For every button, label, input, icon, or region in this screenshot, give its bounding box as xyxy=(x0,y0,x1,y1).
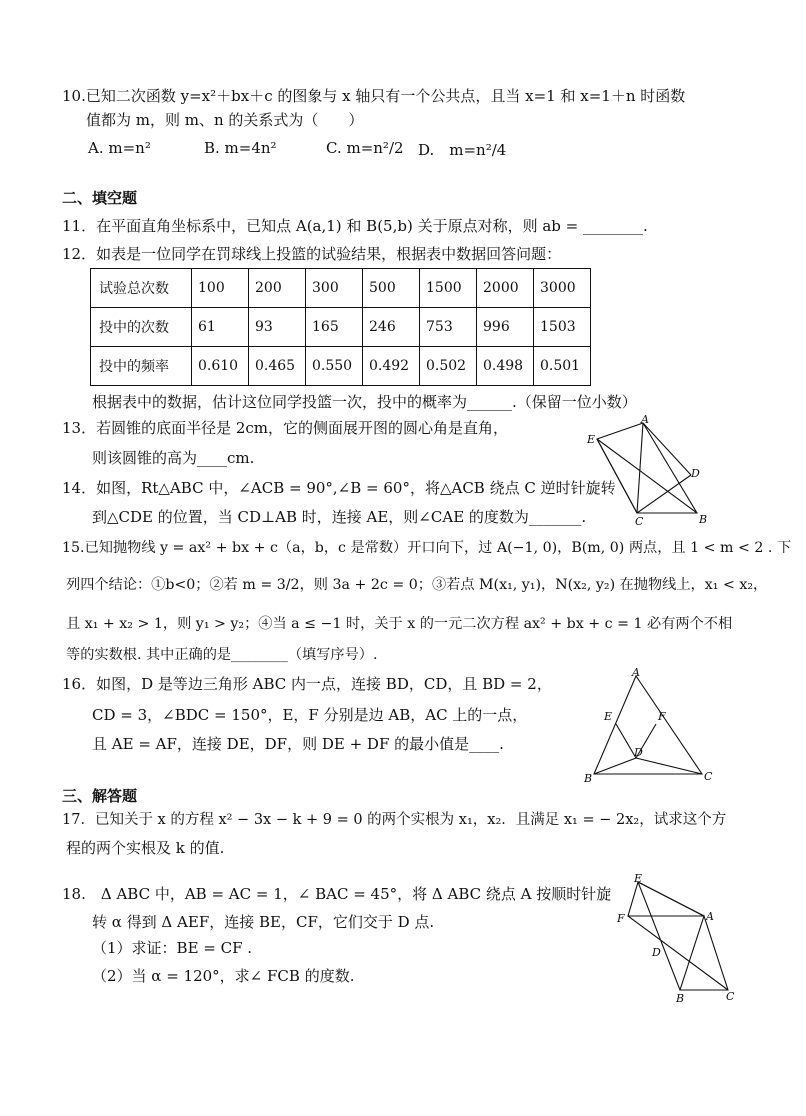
q15-line1: 15.已知抛物线 y = ax² + bx + c（a，b，c 是常数）开口向下，过 A(−1, 0)，B(m, 0) 两点，且 1 < m < 2 . 下 xyxy=(62,540,792,556)
table-cell: 61 xyxy=(192,308,249,347)
q15-line3: 且 x₁ + x₂ > 1，则 y₁ > y₂；④当 a ≤ −1 时，关于 x 的一元二次方程 ax² + bx + c = 1 必有两个不相 xyxy=(66,616,733,632)
q10-option-b: B. m=4n² xyxy=(204,139,277,157)
table-cell: 0.610 xyxy=(192,347,249,386)
table-cell: 300 xyxy=(306,269,363,308)
fig14-label-c: C xyxy=(635,515,644,528)
q16-line2: CD = 3，∠BDC = 150°，E，F 分别是边 AB，AC 上的一点， xyxy=(92,706,528,724)
q12-table xyxy=(90,268,591,386)
fig16-label-a: A xyxy=(632,666,640,679)
fig18-label-d: D xyxy=(652,946,661,959)
table-row xyxy=(91,269,591,308)
table-header-cell: 投中的次数 xyxy=(91,308,192,347)
q16-line1: 16．如图，D 是等边三角形 ABC 内一点，连接 BD，CD，且 BD = 2， xyxy=(62,675,552,693)
table-row xyxy=(91,347,591,386)
table-cell: 753 xyxy=(420,308,477,347)
table-cell: 165 xyxy=(306,308,363,347)
table-cell: 2000 xyxy=(477,269,534,308)
fig18-label-b: B xyxy=(676,992,685,1005)
table-cell: 500 xyxy=(363,269,420,308)
section-answer-heading: 三、解答题 xyxy=(62,787,138,805)
table-cell: 3000 xyxy=(534,269,591,308)
q17-line1: 17．已知关于 x 的方程 x² − 3x − k + 9 = 0 的两个实根为 x₁，x₂．且满足 x₁ = − 2x₂，试求这个方 xyxy=(62,812,727,828)
table-cell: 100 xyxy=(192,269,249,308)
table-cell: 1503 xyxy=(534,308,591,347)
fig14-label-b: B xyxy=(699,513,708,526)
q10-line2: 值都为 m，则 m、n 的关系式为（ ） xyxy=(86,111,364,129)
table-cell: 996 xyxy=(477,308,534,347)
q18-line3: （1）求证：BE = CF . xyxy=(92,939,253,957)
q14-line1: 14．如图，Rt△ABC 中，∠ACB = 90°,∠B = 60°，将△ACB 绕点 C 逆时针旋转 xyxy=(62,479,616,497)
q16-figure xyxy=(584,666,713,785)
q12-after: 根据表中的数据，估计这位同学投篮一次，投中的概率为______.（保留一位小数） xyxy=(92,393,637,411)
q18-figure xyxy=(612,870,742,1005)
fig16-label-f: F xyxy=(658,710,666,723)
fig16-label-e: E xyxy=(604,710,613,723)
fig14-label-e: E xyxy=(587,433,596,446)
fig18-label-e: E xyxy=(634,872,643,885)
q18-line1: 18. Δ ABC 中，AB = AC = 1，∠ BAC = 45°，将 Δ ABC 绕点 A 按顺时针旋 xyxy=(62,885,612,903)
q13-line2: 则该圆锥的高为____cm. xyxy=(92,449,255,467)
fig14-label-a: A xyxy=(641,413,649,426)
q17-line2: 程的两个实根及 k 的值. xyxy=(66,839,225,857)
table-cell: 200 xyxy=(249,269,306,308)
q14-line2: 到△CDE 的位置，当 CD⊥AB 时，连接 AE，则∠CAE 的度数为_______. xyxy=(92,508,587,526)
q18-line2: 转 α 得到 Δ AEF，连接 BE，CF，它们交于 D 点. xyxy=(92,913,435,931)
table-cell: 0.501 xyxy=(534,347,591,386)
q14-figure xyxy=(585,415,715,527)
q10-option-c: C. m=n²/2 xyxy=(326,139,404,157)
fig18-label-c: C xyxy=(726,990,735,1003)
fig16-label-c: C xyxy=(704,770,713,783)
q13-line1: 13．若圆锥的底面半径是 2cm，它的侧面展开图的圆心角是直角， xyxy=(62,419,509,437)
q15-line4: 等的实数根. 其中正确的是________（填写序号）. xyxy=(66,647,378,663)
table-cell: 0.498 xyxy=(477,347,534,386)
fig18-label-a: A xyxy=(706,910,714,923)
fig16-label-b: B xyxy=(584,772,593,785)
table-cell: 0.492 xyxy=(363,347,420,386)
q10-option-a: A. m=n² xyxy=(88,139,151,157)
table-cell: 0.465 xyxy=(249,347,306,386)
table-cell: 246 xyxy=(363,308,420,347)
table-cell: 0.550 xyxy=(306,347,363,386)
table-cell: 1500 xyxy=(420,269,477,308)
q10-option-d: D. m=n²/4 xyxy=(418,141,507,159)
fig18-label-f: F xyxy=(617,912,625,925)
fig14-label-d: D xyxy=(691,467,700,480)
table-header-cell: 试验总次数 xyxy=(91,269,192,308)
q12-intro: 12．如表是一位同学在罚球线上投篮的试验结果，根据表中数据回答问题： xyxy=(62,245,562,263)
section-fill-in-heading: 二、填空题 xyxy=(62,189,138,207)
table-cell: 0.502 xyxy=(420,347,477,386)
q10-line1: 10.已知二次函数 y=x²＋bx＋c 的图象与 x 轴只有一个公共点，且当 x=1 和 x=1＋n 时函数 xyxy=(62,87,686,105)
table-header-cell: 投中的频率 xyxy=(91,347,192,386)
table-row xyxy=(91,308,591,347)
table-cell: 93 xyxy=(249,308,306,347)
q16-line3: 且 AE = AF，连接 DE，DF，则 DE + DF 的最小值是____. xyxy=(92,735,504,753)
q15-line2: 列四个结论：①b<0；②若 m = 3/2，则 3a + 2c = 0；③若点 M(x₁, y₁)，N(x₂, y₂) 在抛物线上，x₁ < x₂， xyxy=(66,577,768,593)
q18-line4: （2）当 α = 120°，求∠ FCB 的度数. xyxy=(92,967,355,985)
fig16-label-d: D xyxy=(634,746,643,759)
q11-text: 11．在平面直角坐标系中，已知点 A(a,1) 和 B(5,b) 关于原点对称，则 ab = ________. xyxy=(62,217,648,235)
